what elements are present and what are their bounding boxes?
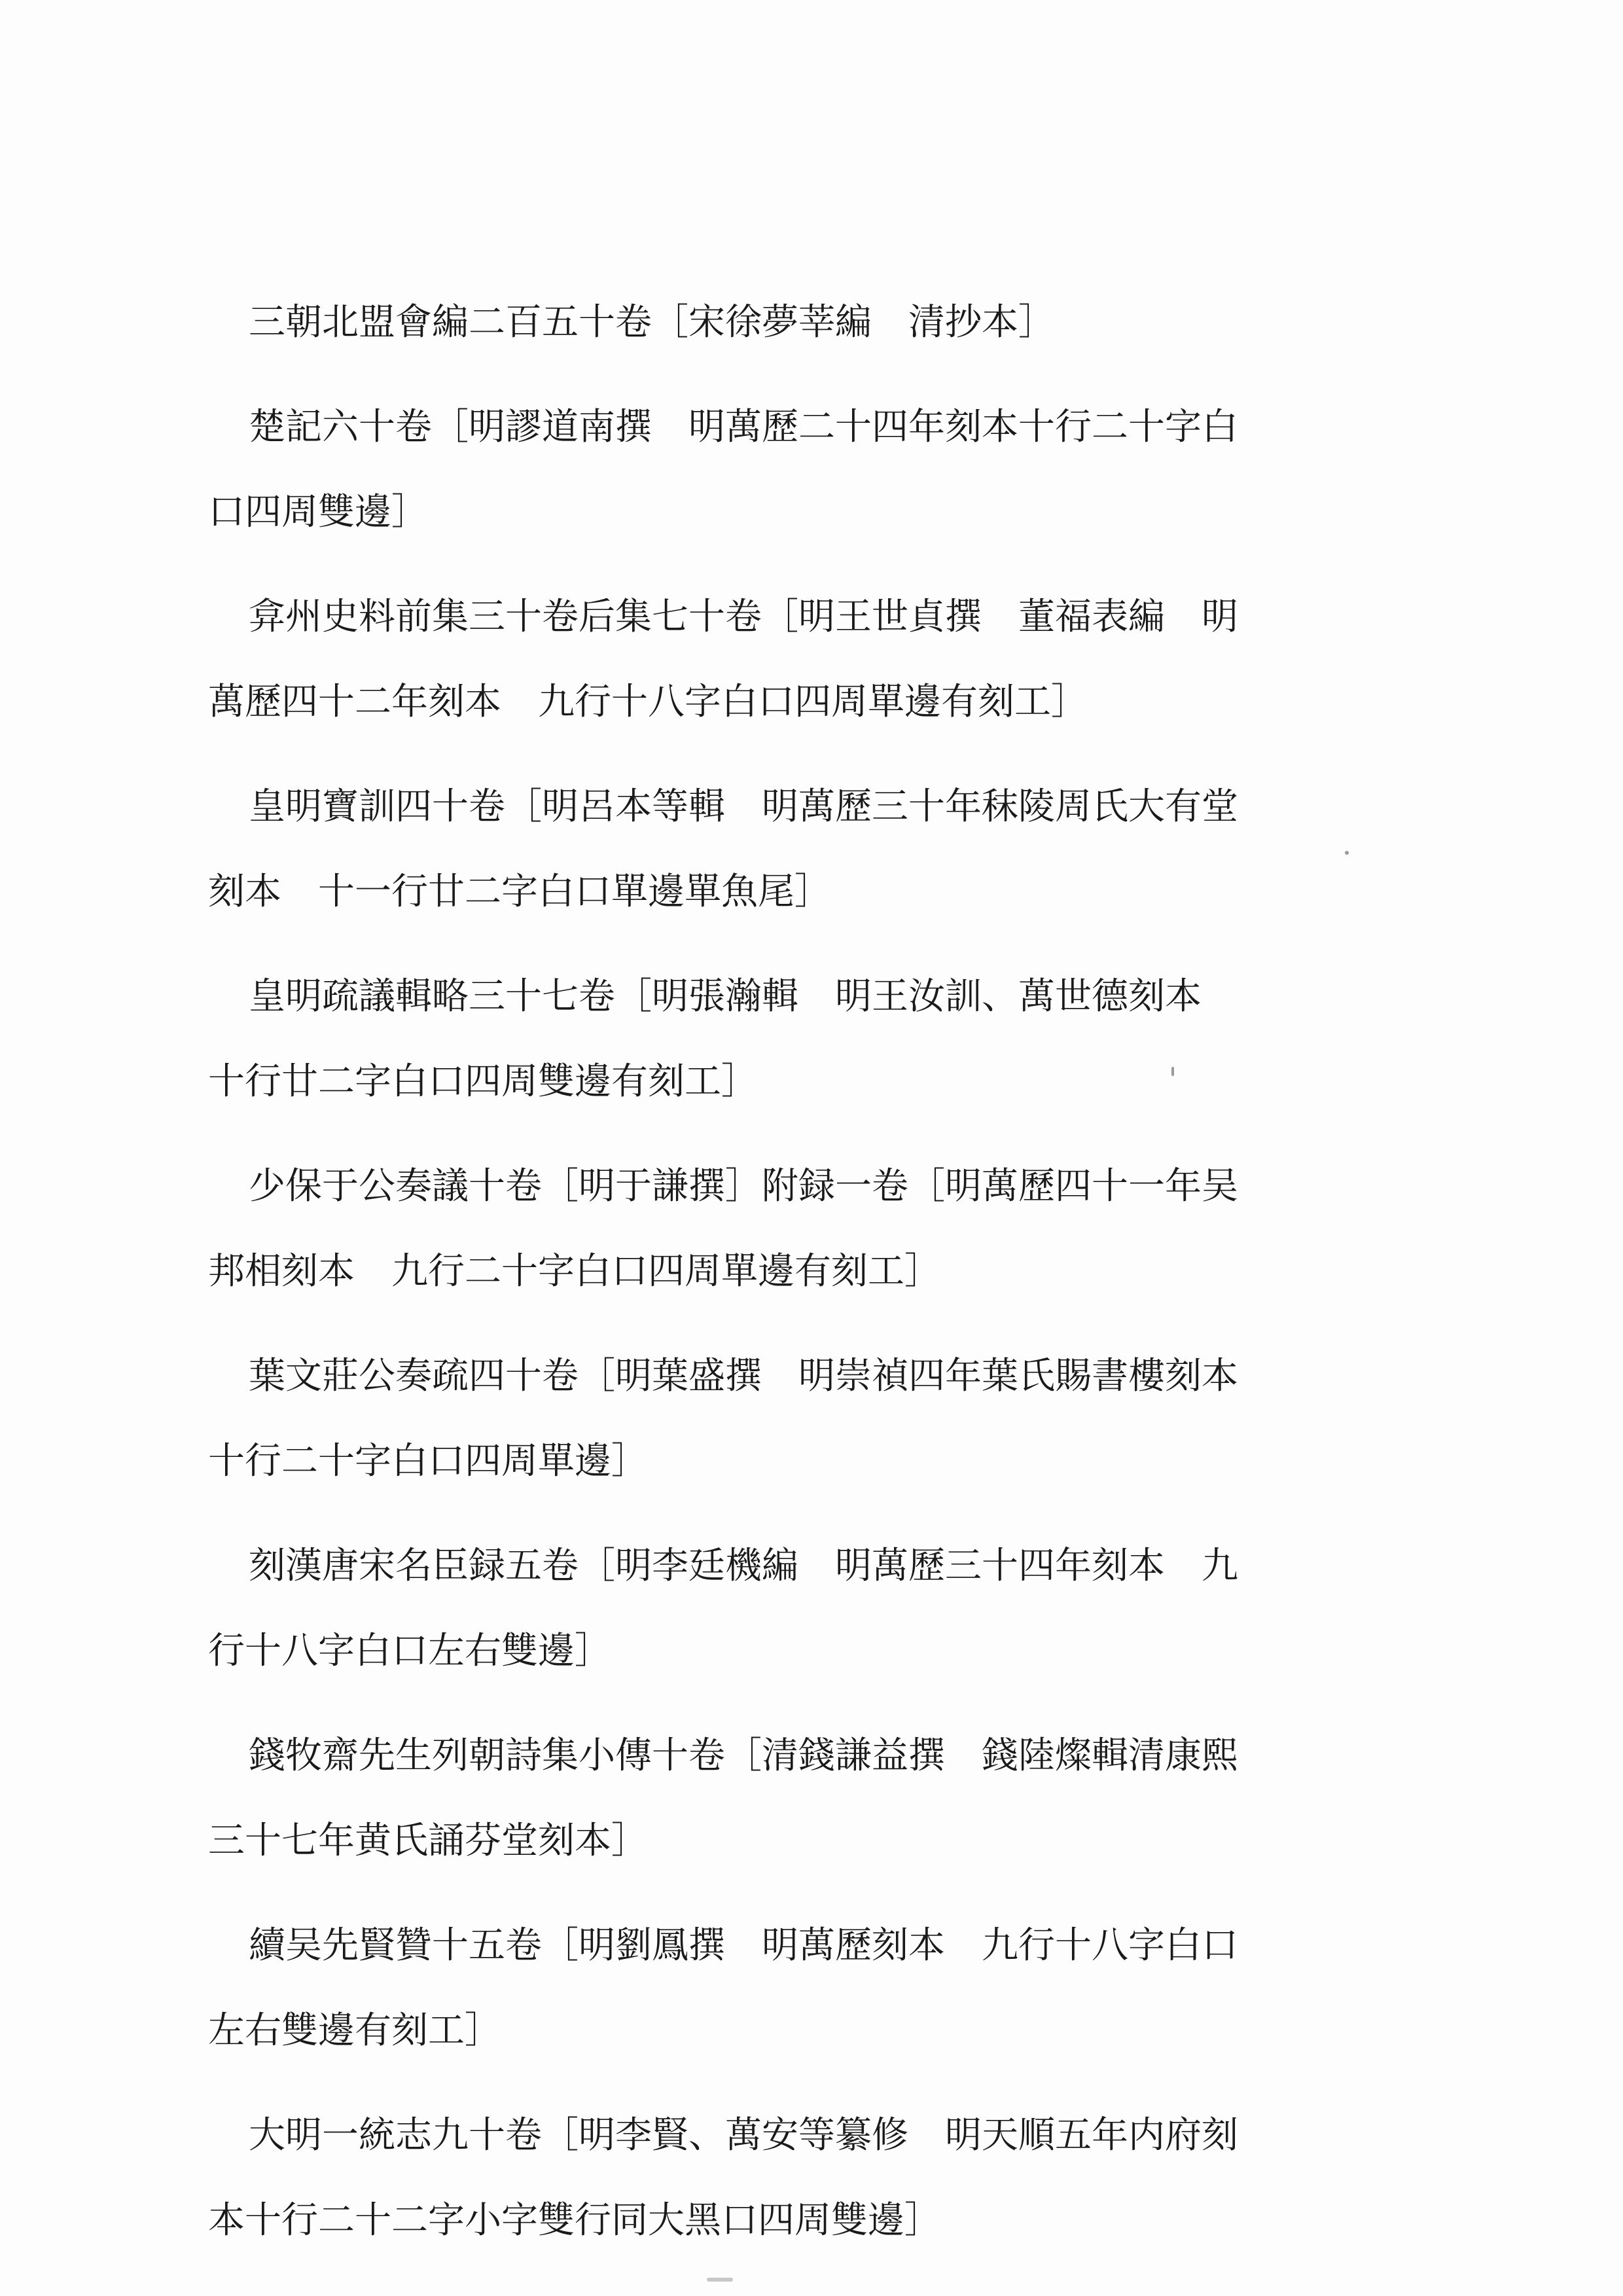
entry-line-continued: 左右雙邊有刻工］: [208, 2009, 501, 2052]
catalog-entry: [208, 280, 1294, 365]
catalog-entry: [208, 1144, 1294, 1314]
entry-line: 皇明疏議輯略三十七卷［明張瀚輯 明王汝訓、萬世德刻本: [249, 975, 1202, 1018]
entry-line-continued: 十行二十字白口四周單邊］: [208, 1440, 648, 1482]
catalog-entry: [208, 385, 1294, 555]
scan-speck: [1345, 851, 1349, 855]
catalog-entry: [208, 1903, 1294, 2073]
entry-line: 三朝北盟會編二百五十卷［宋徐夢莘編 清抄本］: [249, 301, 1055, 344]
scan-speck: [1171, 1067, 1174, 1076]
entry-line: 楚記六十卷［明謬道南撰 明萬歷二十四年刻本十行二十字白: [249, 406, 1238, 448]
scan-speck: [707, 2278, 733, 2282]
entry-line: 刻漢唐宋名臣録五卷［明李廷機編 明萬歷三十四年刻本 九: [249, 1545, 1238, 1587]
catalog-entry: [208, 575, 1294, 745]
catalog-entry: [208, 2093, 1294, 2263]
entry-line: 續吴先賢贊十五卷［明劉鳳撰 明萬歷刻本 九行十八字白口: [249, 1924, 1238, 1967]
catalog-entry: [208, 1713, 1294, 1884]
entry-line-continued: 本十行二十二字小字雙行同大黑口四周雙邊］: [208, 2199, 941, 2242]
catalog-entry: [208, 1524, 1294, 1694]
entry-line: 葉文莊公奏疏四十卷［明葉盛撰 明崇禎四年葉氏賜書樓刻本: [249, 1355, 1238, 1397]
entry-line: 錢牧齋先生列朝詩集小傳十卷［清錢謙益撰 錢陸燦輯清康熙: [249, 1734, 1238, 1777]
entry-line-continued: 萬歷四十二年刻本 九行十八字白口四周單邊有刻工］: [208, 681, 1088, 723]
entry-line-continued: 三十七年黄氏誦芬堂刻本］: [208, 1820, 648, 1862]
catalog-entry: [208, 764, 1294, 935]
entry-line-continued: 十行廿二字白口四周雙邊有刻工］: [208, 1060, 758, 1103]
entry-line-continued: 邦相刻本 九行二十字白口四周單邊有刻工］: [208, 1250, 941, 1293]
catalog-entry: [208, 954, 1294, 1124]
catalog-entry: [208, 1334, 1294, 1504]
entry-line-continued: 刻本 十一行廿二字白口單邊單魚尾］: [208, 870, 831, 913]
entry-line-continued: 口四周雙邊］: [208, 491, 428, 533]
entry-line-continued: 行十八字白口左右雙邊］: [208, 1630, 611, 1672]
entry-line: 弇州史料前集三十卷后集七十卷［明王世貞撰 董福表編 明: [249, 596, 1238, 638]
entry-line: 皇明寶訓四十卷［明呂本等輯 明萬歷三十年秣陵周氏大有堂: [249, 785, 1238, 828]
entry-line: 大明一統志九十卷［明李賢、萬安等纂修 明天順五年内府刻: [249, 2114, 1238, 2157]
catalog-entry-list: [208, 280, 1294, 2283]
entry-line: 少保于公奏議十卷［明于謙撰］附録一卷［明萬歷四十一年吴: [249, 1165, 1238, 1208]
